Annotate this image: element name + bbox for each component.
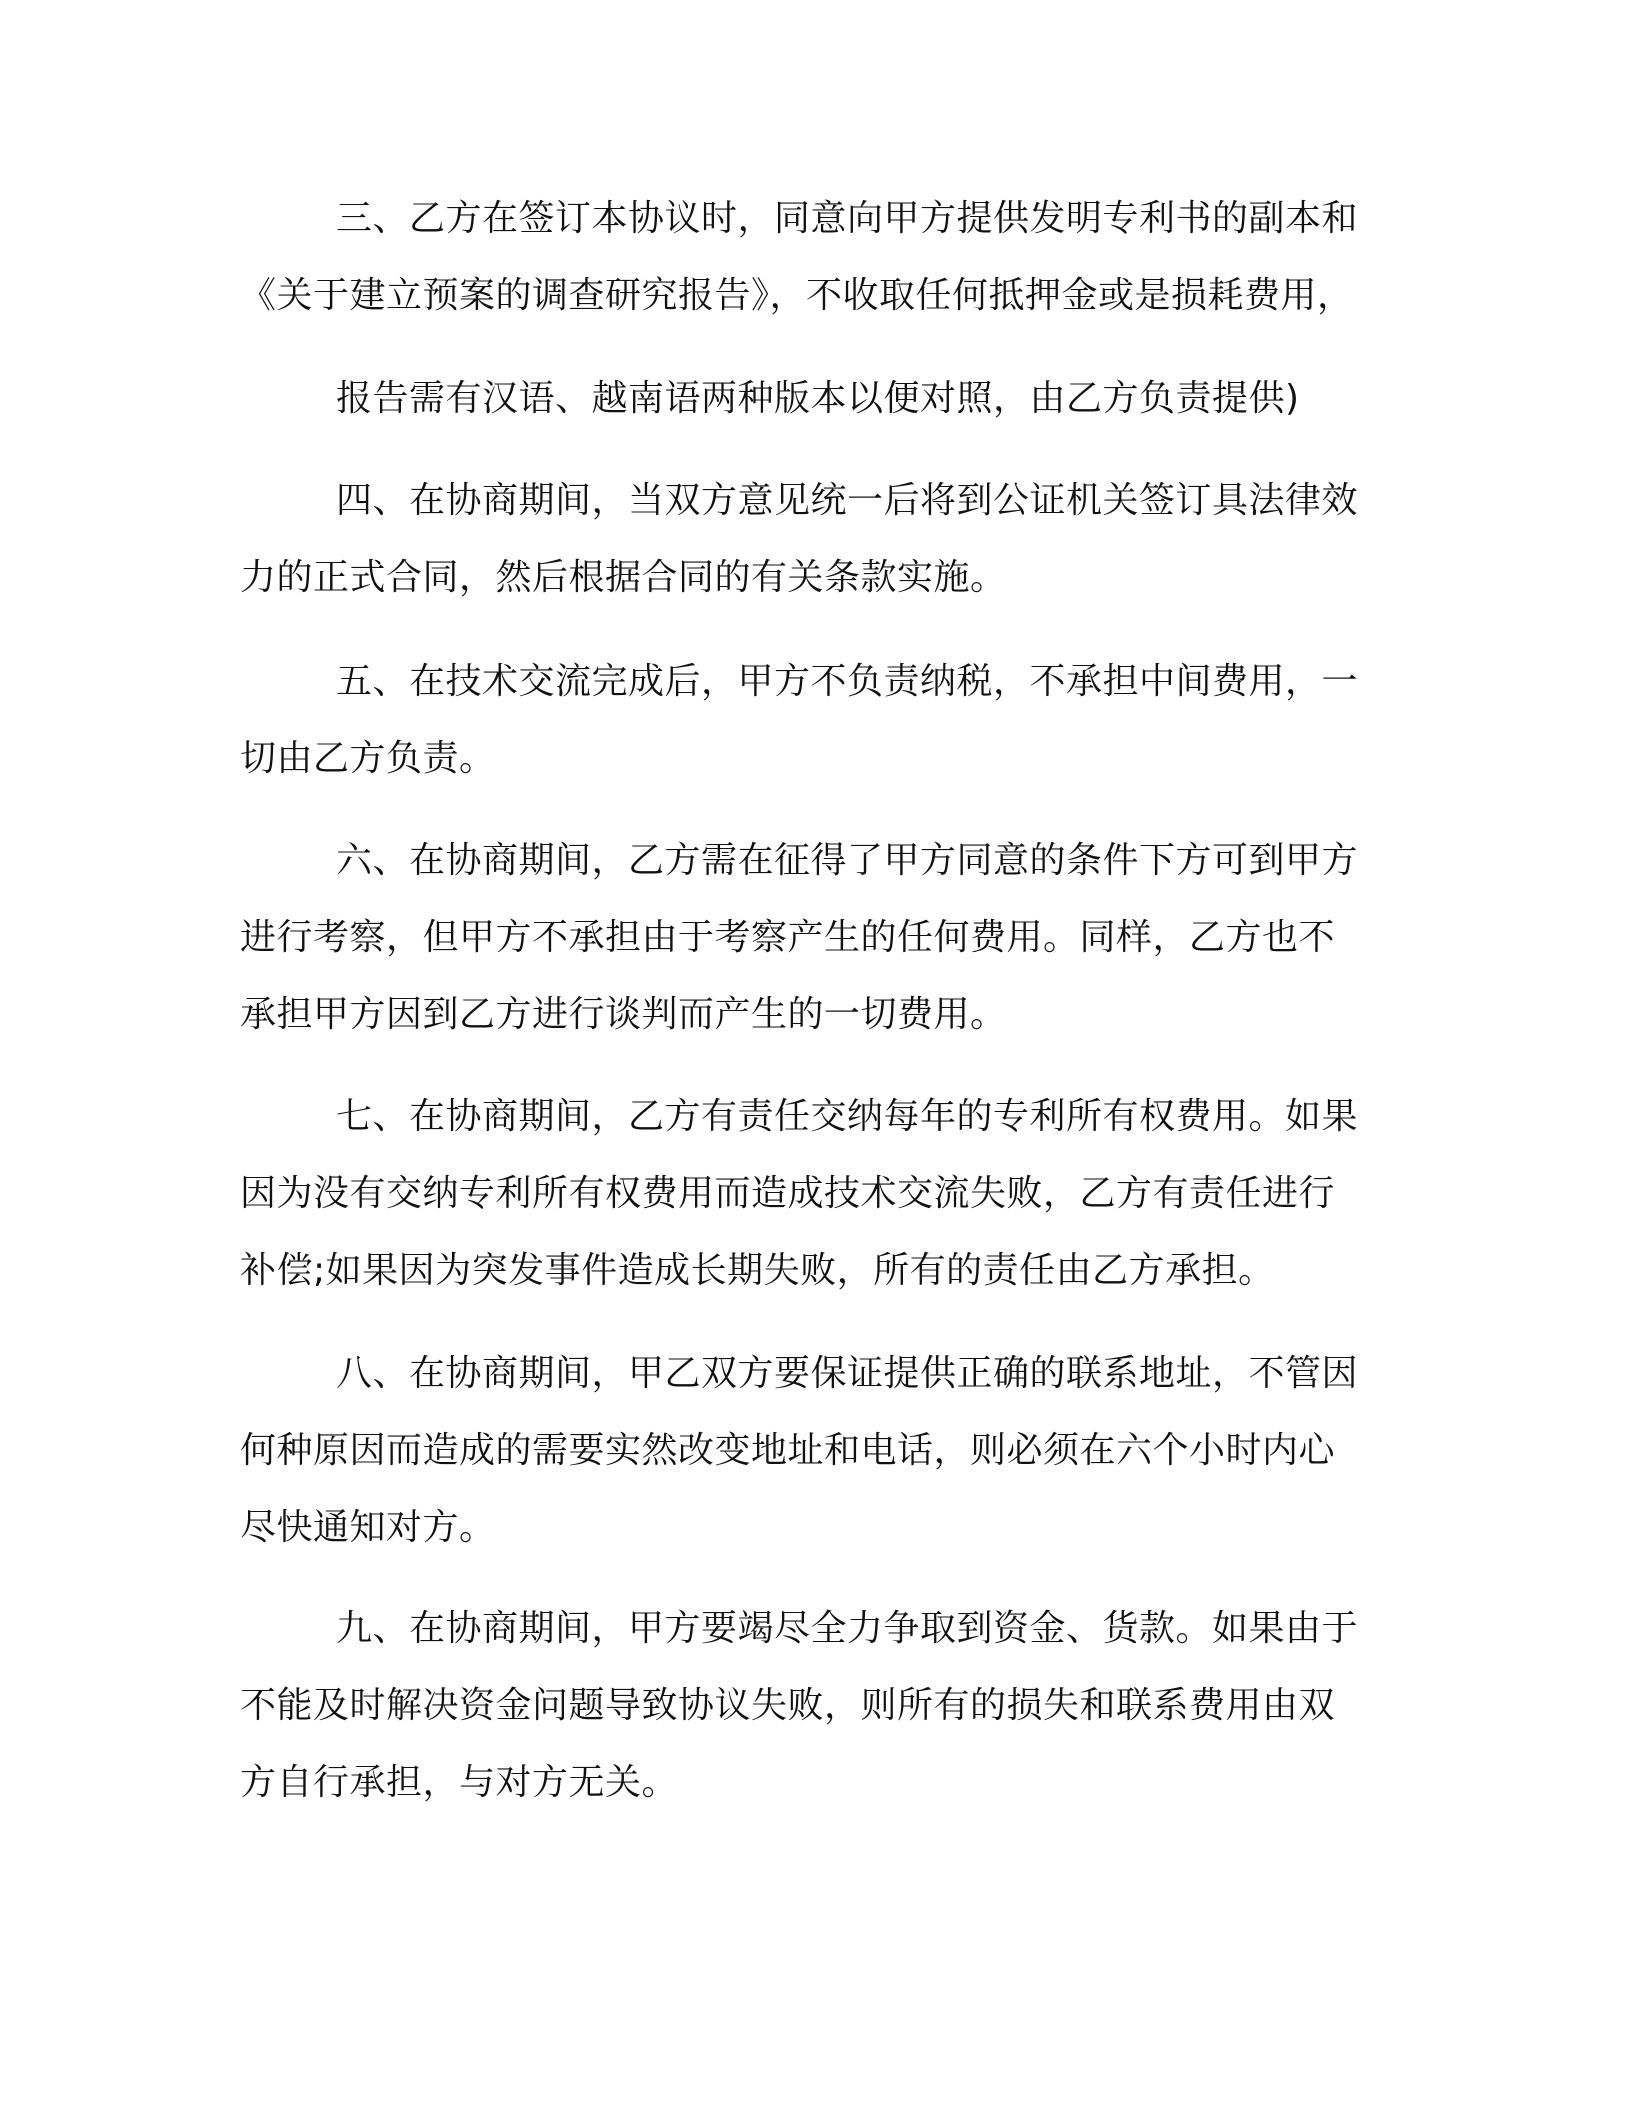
- clause-3-note: [240, 360, 1380, 437]
- clause-8-line-1: 八、在协商期间，甲乙双方要保证提供正确的联系地址，不管因: [336, 1353, 1359, 1394]
- clause-7-line-3: 补偿;如果因为突发事件造成长期失败，所有的责任由乙方承担。: [240, 1250, 1275, 1291]
- clause-9-line-3: 方自行承担，与对方无关。: [240, 1762, 679, 1803]
- clause-8-line-2: 何种原因而造成的需要实然改变地址和电话，则必须在六个小时内心: [240, 1430, 1336, 1471]
- clause-9-line-1: 九、在协商期间，甲方要竭尽全力争取到资金、货款。如果由于: [336, 1608, 1359, 1649]
- clause-3: [240, 180, 1380, 334]
- clause-5-line-2: 切由乙方负责。: [240, 738, 496, 779]
- clause-9: [240, 1590, 1380, 1821]
- clause-8-line-3: 尽快通知对方。: [240, 1507, 496, 1548]
- clause-3-line-2: 《关于建立预案的调查研究报告》，不收取任何抵押金或是损耗费用，: [240, 275, 1354, 316]
- clause-8: [240, 1335, 1380, 1566]
- clause-7-line-1: 七、在协商期间，乙方有责任交纳每年的专利所有权费用。如果: [336, 1096, 1359, 1137]
- clause-6-line-1: 六、在协商期间，乙方需在征得了甲方同意的条件下方可到甲方: [336, 840, 1359, 881]
- clause-4-line-2: 力的正式合同，然后根据合同的有关条款实施。: [240, 557, 1007, 598]
- clause-6-line-2: 进行考察，但甲方不承担由于考察产生的任何费用。同样，乙方也不: [240, 917, 1336, 958]
- clause-9-line-2: 不能及时解决资金问题导致协议失败，则所有的损失和联系费用由双: [240, 1685, 1336, 1726]
- clause-7: [240, 1078, 1380, 1309]
- clause-4-line-1: 四、在协商期间，当双方意见统一后将到公证机关签订具法律效: [336, 480, 1359, 521]
- clause-7-line-2: 因为没有交纳专利所有权费用而造成技术交流失败，乙方有责任进行: [240, 1173, 1336, 1214]
- clause-3-line-1: 三、乙方在签订本协议时，同意向甲方提供发明专利书的副本和: [336, 198, 1359, 239]
- clause-3-note-line-1: 报告需有汉语、越南语两种版本以便对照，由乙方负责提供): [336, 378, 1300, 419]
- clause-5: [240, 643, 1380, 797]
- clause-6: [240, 822, 1380, 1053]
- clause-6-line-3: 承担甲方因到乙方进行谈判而产生的一切费用。: [240, 994, 1007, 1035]
- clause-4: [240, 462, 1380, 616]
- clause-5-line-1: 五、在技术交流完成后，甲方不负责纳税，不承担中间费用，一: [336, 661, 1359, 702]
